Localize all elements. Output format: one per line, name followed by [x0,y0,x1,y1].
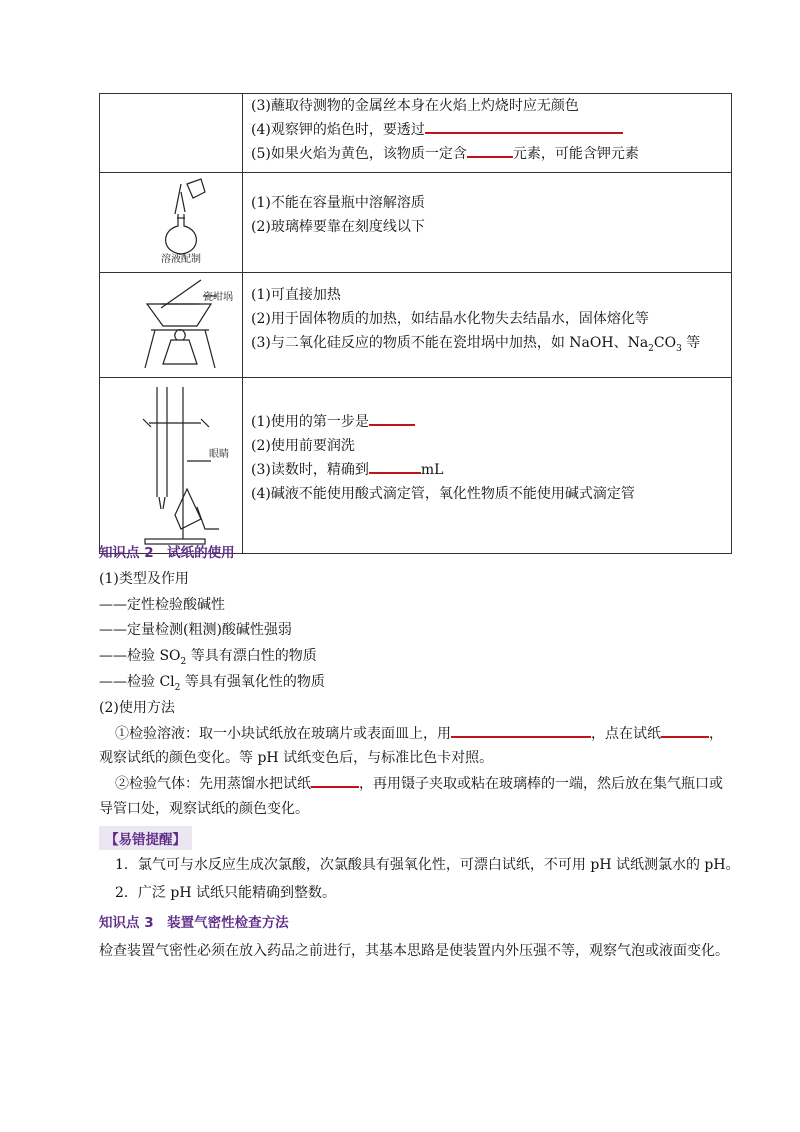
tip-label: 【易错提醒】 [99,826,192,850]
table-row [100,94,732,173]
image-cell [100,173,243,273]
section-3-body: 检查装置气密性必须在放入药品之前进行，其基本思路是使装置内外压强不等，观察气泡或液面变化。 [99,943,729,959]
row4-line1: (1)使用的第一步是 [251,414,369,430]
method-1: ①检验溶液：取一小块试纸放在玻璃片或表面皿上，用 ，点在试纸 ， [115,722,723,746]
method-2-cont: 导管口处，观察试纸的颜色变化。 [99,801,309,817]
answer-blank[interactable] [369,458,421,474]
answer-blank[interactable] [661,722,709,738]
image-cell [100,378,243,554]
answer-blank[interactable] [425,118,623,134]
type-item: ——定量检测(粗测)酸碱性强弱 [99,622,292,638]
volumetric-flask-illustration [101,174,241,267]
crucible-illustration [101,274,241,372]
text-cell [243,173,732,273]
image-cell [100,94,243,173]
answer-blank[interactable] [451,722,591,738]
row1-line3-pre: (5)如果火焰为黄色，该物质一定含 [251,146,467,162]
row3-line2: (2)用于固体物质的加热，如结晶水化物失去结晶水，固体熔化等 [251,311,649,327]
row2-line2: (2)玻璃棒要靠在刻度线以下 [251,219,425,235]
section-3-heading: 知识点 3 装置气密性检查方法 [99,915,289,931]
text-cell [243,94,732,173]
types-title: (1)类型及作用 [99,571,189,587]
row1-line2: (4)观察钾的焰色时，要透过 [251,122,425,138]
answer-blank[interactable] [311,772,359,788]
section-2-heading: 知识点 2 试纸的使用 [99,545,235,561]
tip-1: 1．氯气可与水反应生成次氯酸，次氯酸具有强氧化性，可漂白试纸，不可用 pH 试纸测氯水的 pH。 [115,857,740,873]
row3-line3: (3)与二氧化硅反应的物质不能在瓷坩埚中加热，如 NaOH、$Na_2CO_3$ 等 [251,335,701,354]
row3-line1: (1)可直接加热 [251,287,341,303]
type-item: ——检验 $Cl_2$ 等具有强氧化性的物质 [99,674,325,693]
method-2: ②检验气体：先用蒸馏水把试纸 ，再用镊子夹取或粘在玻璃棒的一端，然后放在集气瓶口或 [115,772,723,796]
answer-blank[interactable] [369,410,415,426]
row2-line1: (1)不能在容量瓶中溶解溶质 [251,195,425,211]
crucible-caption: 瓷坩埚 [203,292,233,303]
answer-blank[interactable] [467,142,513,158]
row4-line4: (4)碱液不能使用酸式滴定管，氧化性物质不能使用碱式滴定管 [251,486,635,502]
image-cell [100,273,243,378]
eye-caption: 眼睛 [209,449,229,460]
row1-line3-post: 元素，可能含钾元素 [512,146,639,162]
table-row [100,378,732,554]
burette-stand-illustration [101,379,241,548]
text-cell [243,273,732,378]
type-item: ——检验 $SO_2$ 等具有漂白性的物质 [99,648,317,667]
row4-line3: (3)读数时，精确到 [251,462,369,478]
apparatus-table [99,93,732,554]
type-item: ——定性检验酸碱性 [99,597,225,613]
table-row [100,173,732,273]
tip-2: 2．广泛 pH 试纸只能精确到整数。 [115,885,336,901]
row1-line1: (3)蘸取待测物的金属丝本身在火焰上灼烧时应无颜色 [251,98,579,114]
text-cell: (1)使用的第一步是 (2)使用前要润洗 (3)读数时，精确到 mL (4)碱液不能使用酸式滴定管，氧化性物质不能使用碱式滴定管 [243,378,732,554]
table-row [100,273,732,378]
row4-line2: (2)使用前要润洗 [251,438,355,454]
flask-caption: 溶液配制 [161,254,201,265]
method-title: (2)使用方法 [99,700,175,716]
method-1-cont: 观察试纸的颜色变化。等 pH 试纸变色后，与标准比色卡对照。 [99,750,494,766]
